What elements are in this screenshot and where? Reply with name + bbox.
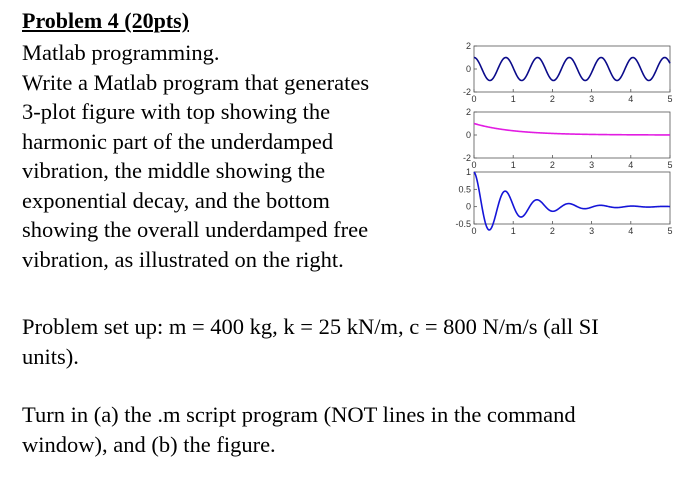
decay-xtick-label: 3 [589,160,595,170]
description-line: Matlab programming. [22,40,220,65]
harmonic-ytick-label: 2 [465,41,471,51]
turn-in-instructions [22,400,692,459]
decay-series-line [474,124,670,135]
overall-xtick-label: 0 [471,226,477,236]
decay-ytick-label: -2 [462,153,471,163]
overall-ytick-label: 0.5 [458,184,471,195]
overall-ytick-label: -0.5 [455,219,471,229]
turnin-line: window), and (b) the figure. [22,431,276,457]
harmonic-ytick-label: 0 [465,64,471,74]
setup-line: units). [22,343,79,369]
overall-xtick-label: 3 [589,226,595,236]
decay-xtick-label: 5 [667,160,673,170]
problem-description [22,38,442,274]
decay-ytick-label: 0 [465,130,471,140]
harmonic-xtick-label: 0 [471,94,477,104]
description-line: Write a Matlab program that generates [22,69,370,95]
turnin-line: Turn in (a) the .m script program (NOT lines in the command [22,402,576,427]
overall-ytick-label: 1 [465,167,471,177]
overall-xtick-label: 1 [510,226,516,236]
decay-xtick-label: 4 [628,160,634,170]
decay-xtick-label: 1 [510,160,516,170]
harmonic-ytick-label: -2 [462,87,471,97]
description-line: vibration, the middle showing the [22,158,326,183]
overall-xtick-label: 2 [549,226,555,236]
problem-setup [22,312,692,371]
description-line: exponential decay, and the bottom [22,187,330,213]
description-line: harmonic part of the underdamped [22,128,334,154]
overall-xtick-label: 4 [628,226,634,236]
vibration-figure [446,40,686,240]
description-line: showing the overall underdamped free [22,217,369,242]
harmonic-xtick-label: 3 [589,94,595,104]
harmonic-xtick-label: 5 [667,94,673,104]
harmonic-xtick-label: 4 [628,94,634,104]
decay-xtick-label: 2 [549,160,555,170]
description-line: 3-plot figure with top showing the [22,99,331,124]
harmonic-xtick-label: 2 [549,94,555,104]
overall-ytick-label: 0 [465,201,471,212]
harmonic-series-line [474,58,670,81]
problem-heading: Problem 4 (20pts) [22,8,190,33]
harmonic-xtick-label: 1 [510,94,516,104]
overall-series-line [474,172,670,230]
decay-ytick-label: 2 [465,107,471,117]
overall-xtick-label: 5 [667,226,673,236]
overall-axes-box [474,172,670,224]
decay-xtick-label: 0 [471,160,477,170]
description-line: vibration, as illustrated on the right. [22,246,344,272]
setup-line: Problem set up: m = 400 kg, k = 25 kN/m, c = 800 N/m/s (all SI [22,314,599,339]
